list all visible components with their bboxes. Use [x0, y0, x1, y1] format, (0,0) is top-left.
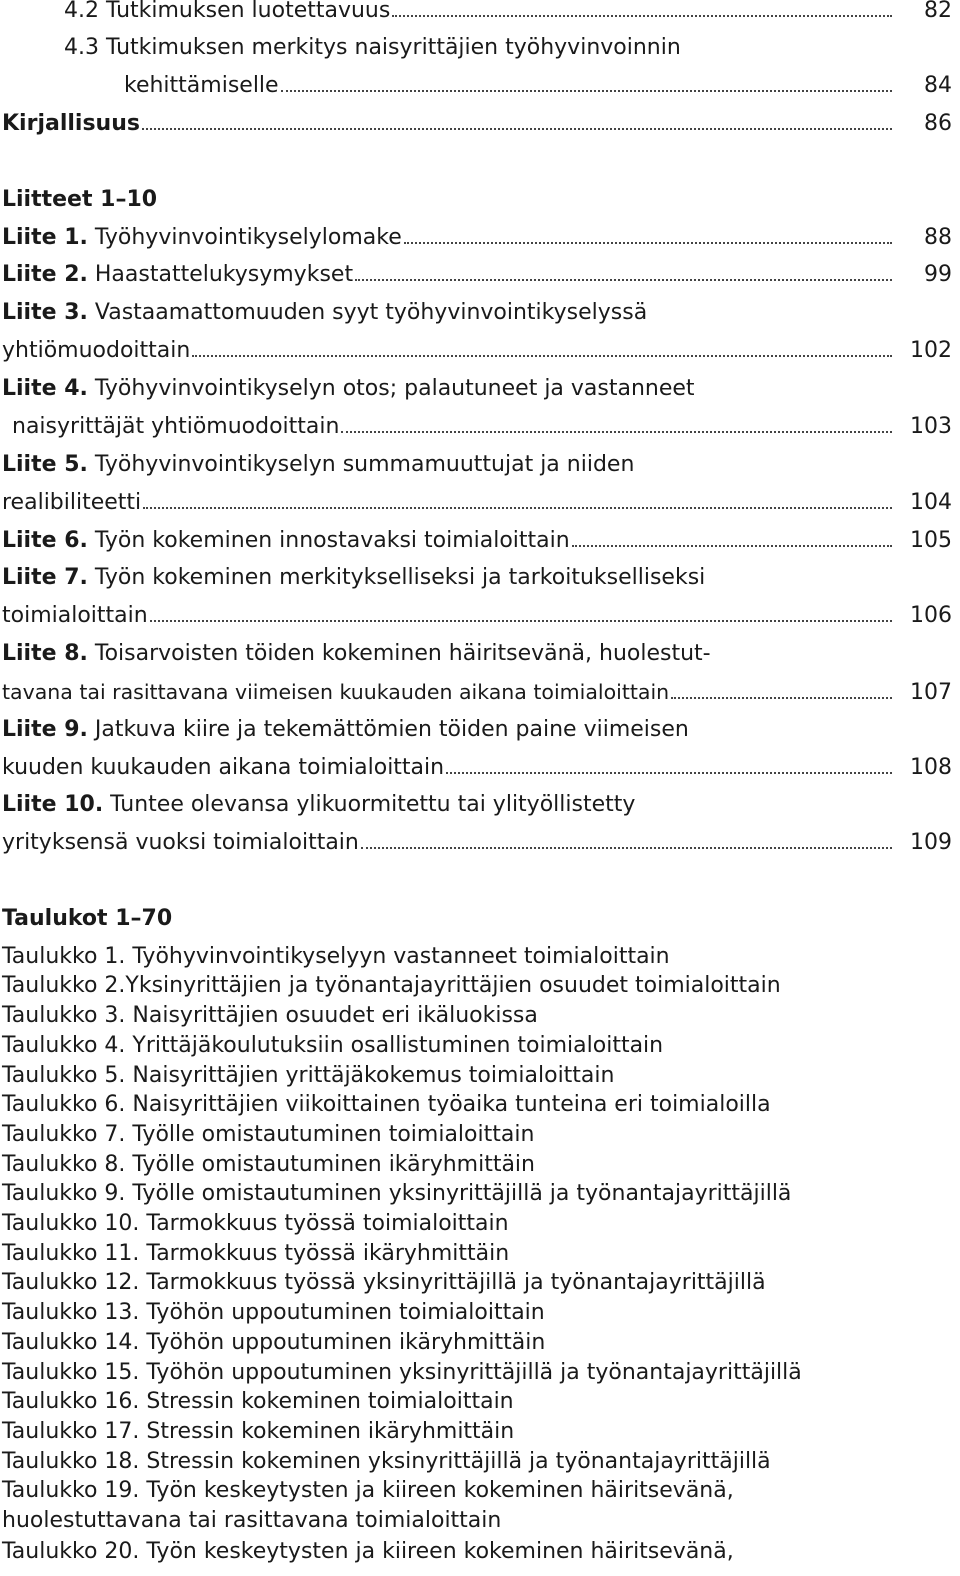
page-number: 102: [910, 338, 952, 363]
appendix-10-first-line[interactable]: [2, 790, 960, 820]
table-entry[interactable]: Taulukko 7. Työlle omistautuminen toimialoittain: [2, 1122, 535, 1147]
table-entry[interactable]: Taulukko 10. Tarmokkuus työssä toimialoittain: [2, 1211, 509, 1236]
table-entry[interactable]: Taulukko 11. Tarmokkuus työssä ikäryhmittäin: [2, 1241, 510, 1266]
appendix-5[interactable]: [2, 488, 960, 518]
dot-leader: [671, 697, 892, 699]
appendix-1[interactable]: [2, 223, 960, 253]
appendix-title-cont: realibiliteetti: [2, 490, 142, 515]
table-entry[interactable]: Taulukko 20. Työn keskeytysten ja kiireen kokeminen häiritsevänä,: [2, 1539, 734, 1564]
table-entry[interactable]: Taulukko 18. Stressin kokeminen yksinyrittäjillä ja työnantajayrittäjillä: [2, 1449, 771, 1474]
page-number: 109: [910, 830, 952, 855]
appendix-title-cont: yhtiömuodoittain: [2, 338, 191, 363]
page-number: 82: [924, 0, 952, 23]
page-number: 106: [910, 603, 952, 628]
appendix-2[interactable]: [2, 260, 960, 290]
dot-leader: [446, 772, 892, 774]
dot-leader: [142, 128, 892, 130]
table-entry[interactable]: Taulukko 8. Työlle omistautuminen ikäryhmittäin: [2, 1152, 535, 1177]
page-number: 99: [924, 262, 952, 287]
appendix-label: Liite 7.: [2, 565, 88, 590]
dot-leader: [392, 15, 892, 17]
appendix-title: Tuntee olevansa ylikuormitettu tai ylityöllistetty: [110, 792, 636, 817]
dot-leader: [355, 279, 892, 281]
appendix-title-cont: kuuden kuukauden aikana toimialoittain: [2, 755, 445, 780]
table-entry[interactable]: Taulukko 2.Yksinyrittäjien ja työnantajayrittäjien osuudet toimialoittain: [2, 973, 781, 998]
table-entry-continuation[interactable]: huolestuttavana tai rasittavana toimialoittain: [2, 1508, 502, 1533]
dot-leader: [281, 90, 892, 92]
appendix-title: Toisarvoisten töiden kokeminen häiritsevänä, huolestut-: [94, 641, 711, 666]
appendix-title: Työhyvinvointikyselyn summamuuttujat ja niiden: [94, 452, 635, 477]
dot-leader: [341, 431, 892, 433]
appendix-4[interactable]: [12, 412, 960, 442]
appendix-9[interactable]: [2, 753, 960, 783]
appendix-label: Liite 1.: [2, 225, 88, 250]
table-entry[interactable]: Taulukko 3. Naisyrittäjien osuudet eri ikäluokissa: [2, 1003, 538, 1028]
appendix-label: Liite 6.: [2, 528, 88, 553]
dot-leader: [404, 242, 892, 244]
appendix-title: Jatkuva kiire ja tekemättömien töiden paine viimeisen: [94, 717, 689, 742]
dot-leader: [192, 355, 892, 357]
table-entry[interactable]: Taulukko 17. Stressin kokeminen ikäryhmittäin: [2, 1419, 515, 1444]
table-entry[interactable]: Taulukko 12. Tarmokkuus työssä yksinyrittäjillä ja työnantajayrittäjillä: [2, 1270, 766, 1295]
toc-entry-4-2[interactable]: [64, 0, 960, 26]
page-number: 104: [910, 490, 952, 515]
appendix-label: Liite 5.: [2, 452, 88, 477]
table-entry[interactable]: Taulukko 13. Työhön uppoutuminen toimialoittain: [2, 1300, 545, 1325]
appendix-title-cont: naisyrittäjät yhtiömuodoittain: [12, 414, 340, 439]
appendix-title: Vastaamattomuuden syyt työhyvinvointikyselyssä: [94, 300, 648, 325]
toc-entry-kirjallisuus[interactable]: [2, 109, 960, 139]
dot-leader: [150, 620, 892, 622]
page-number: 108: [910, 755, 952, 780]
dot-leader: [361, 847, 892, 849]
appendix-3-first-line[interactable]: [2, 298, 960, 328]
appendix-label: Liite 9.: [2, 717, 88, 742]
table-entry[interactable]: Taulukko 9. Työlle omistautuminen yksinyrittäjillä ja työnantajayrittäjillä: [2, 1181, 792, 1206]
appendix-title-cont: toimialoittain: [2, 603, 148, 628]
appendix-4-first-line[interactable]: [2, 374, 960, 404]
appendix-title: Työn kokeminen merkitykselliseksi ja tarkoitukselliseksi: [94, 565, 706, 590]
page-number: 86: [924, 111, 952, 136]
appendix-label: Liite 3.: [2, 300, 88, 325]
appendices-heading: Liitteet 1–10: [2, 187, 158, 212]
appendix-6[interactable]: [2, 526, 960, 556]
page-number: 105: [910, 528, 952, 553]
toc-entry-text: 4.2 Tutkimuksen luotettavuus: [64, 0, 391, 23]
appendix-title: Työhyvinvointikyselyn otos; palautuneet ja vastanneet: [94, 376, 695, 401]
table-entry[interactable]: Taulukko 15. Työhön uppoutuminen yksinyrittäjillä ja työnantajayrittäjillä: [2, 1360, 802, 1385]
appendix-label: Liite 2.: [2, 262, 88, 287]
appendix-label: Liite 10.: [2, 792, 104, 817]
table-entry[interactable]: Taulukko 4. Yrittäjäkoulutuksiin osallistuminen toimialoittain: [2, 1033, 664, 1058]
table-entry[interactable]: Taulukko 16. Stressin kokeminen toimialoittain: [2, 1389, 514, 1414]
table-entry[interactable]: Taulukko 6. Naisyrittäjien viikoittainen työaika tunteina eri toimialoilla: [2, 1092, 771, 1117]
appendix-8-first-line[interactable]: [2, 639, 960, 669]
page-number: 88: [924, 225, 952, 250]
appendix-9-first-line[interactable]: [2, 715, 960, 745]
appendix-title: Työhyvinvointikyselylomake: [94, 225, 402, 250]
table-entry[interactable]: Taulukko 19. Työn keskeytysten ja kiireen kokeminen häiritsevänä,: [2, 1478, 734, 1503]
toc-entry-text: kehittämiselle: [124, 73, 279, 98]
appendix-label: Liite 4.: [2, 376, 88, 401]
dot-leader: [572, 545, 892, 547]
page-number: 84: [924, 73, 952, 98]
tables-heading: Taulukot 1–70: [2, 906, 173, 931]
appendix-title-cont: tavana tai rasittavana viimeisen kuukauden aikana toimialoittain: [2, 680, 670, 704]
appendix-title: Työn kokeminen innostavaksi toimialoittain: [94, 528, 570, 553]
dot-leader: [143, 507, 892, 509]
toc-entry-text: Kirjallisuus: [2, 111, 140, 136]
table-entry[interactable]: Taulukko 14. Työhön uppoutuminen ikäryhmittäin: [2, 1330, 546, 1355]
appendix-10[interactable]: [2, 828, 960, 858]
appendix-7[interactable]: [2, 601, 960, 631]
appendix-5-first-line[interactable]: [2, 450, 960, 480]
appendix-title-cont: yrityksensä vuoksi toimialoittain: [2, 830, 359, 855]
toc-entry-4-3[interactable]: [124, 71, 960, 101]
table-entry[interactable]: Taulukko 1. Työhyvinvointikyselyyn vastanneet toimialoittain: [2, 944, 670, 969]
appendix-3[interactable]: [2, 336, 960, 366]
appendix-title: Haastattelukysymykset: [94, 262, 354, 287]
toc-entry-text: 4.3 Tutkimuksen merkitys naisyrittäjien työhyvinvoinnin: [64, 35, 681, 60]
table-entry[interactable]: Taulukko 5. Naisyrittäjien yrittäjäkokemus toimialoittain: [2, 1063, 615, 1088]
toc-entry-4-3-first-line[interactable]: [64, 33, 960, 63]
appendix-label: Liite 8.: [2, 641, 88, 666]
appendix-7-first-line[interactable]: [2, 563, 960, 593]
appendix-8[interactable]: [2, 677, 960, 708]
page-number: 107: [910, 680, 952, 705]
page-number: 103: [910, 414, 952, 439]
